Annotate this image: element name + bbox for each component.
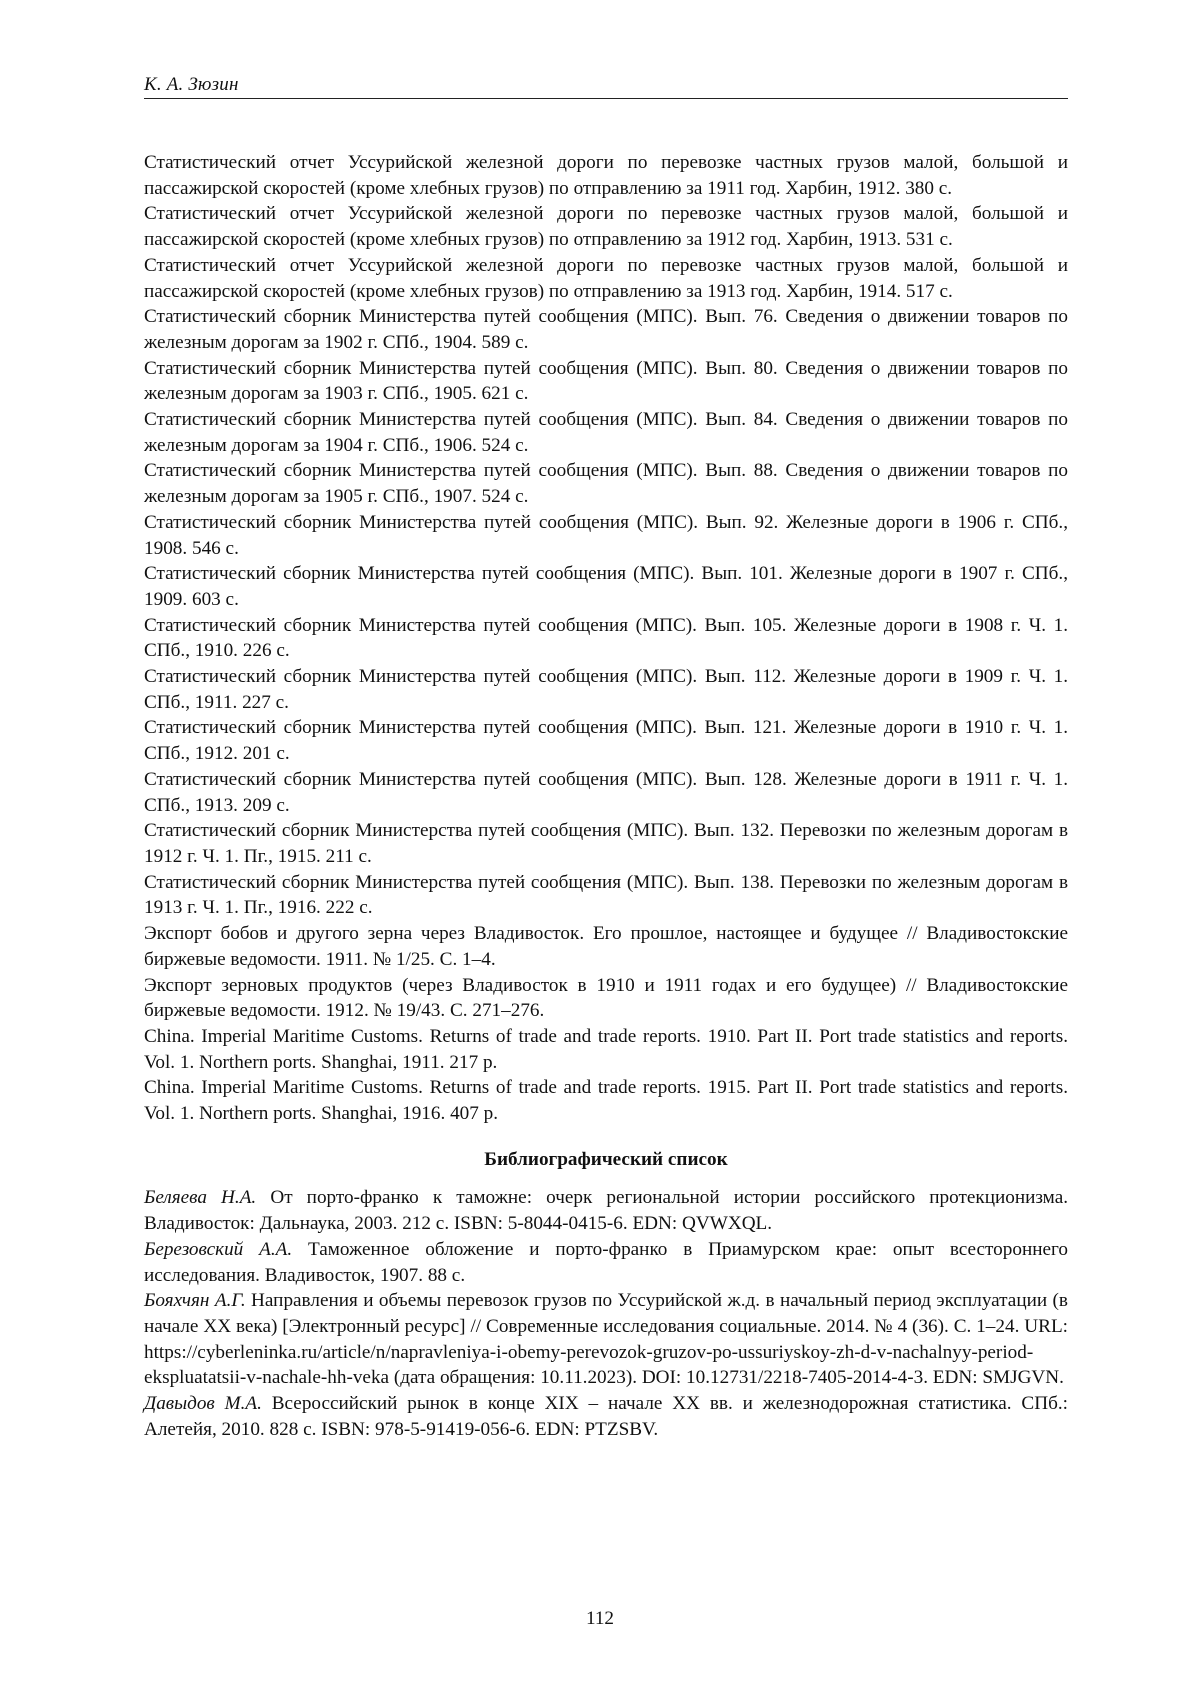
bibliography-entry (144, 1288, 1068, 1391)
bibliography-author: Давыдов М.А. (144, 1393, 262, 1414)
source-entry: Статистический сборник Министерства путей сообщения (МПС). Вып. 121. Железные дороги в 1910 г. Ч. 1. СПб., 1912. 201 с. (144, 715, 1068, 766)
bibliography-author: Беляева Н.А. (144, 1187, 256, 1208)
source-entry: Статистический сборник Министерства путей сообщения (МПС). Вып. 132. Перевозки по желез­ным дорогам в 1912 г. Ч. 1. Пг., 1915. 211 с. (144, 818, 1068, 869)
bibliography-entry (144, 1185, 1068, 1236)
source-entry: Экспорт зерновых продуктов (через Владивосток в 1910 и 1911 годах и его будущее) // Владиво­стокские биржевые ведомости. 1912. № 19/43. С. 271–276. (144, 973, 1068, 1024)
source-entry: Статистический сборник Министерства путей сообщения (МПС). Вып. 84. Сведения о движении товаров по железным дорогам за 1904 г. СПб., 1906. 524 с. (144, 407, 1068, 458)
source-entry: Статистический сборник Министерства путей сообщения (МПС). Вып. 128. Железные дороги в 1911 г. Ч. 1. СПб., 1913. 209 с. (144, 767, 1068, 818)
source-entry: Статистический сборник Министерства путей сообщения (МПС). Вып. 88. Сведения о движении товаров по железным дорогам за 1905 г. СПб., 1907. 524 с. (144, 458, 1068, 509)
source-entry: China. Imperial Maritime Customs. Returns of trade and trade reports. 1910. Part II. Port trade statistics and reports. Vol. 1. Northern ports. Shanghai, 1911. 217 p. (144, 1024, 1068, 1075)
bibliography-text: Таможенное обложение и порто-франко в Приамурском крае: опыт всесторон­него исследования. Владивосток, 1907. 88 с. (144, 1239, 1068, 1286)
bibliography-heading: Библиографический список (144, 1147, 1068, 1173)
source-entry: Статистический сборник Министерства путей сообщения (МПС). Вып. 92. Железные дороги в 1906 г. СПб., 1908. 546 с. (144, 510, 1068, 561)
running-title: К. А. Зюзин (144, 74, 239, 95)
source-entry: Статистический отчет Уссурийской железной дороги по перевозке частных грузов малой, боль­шой и пассажирской скоростей (кроме хлебных грузов) по отправлению за 1913 год. Харбин, 1914. 517 с. (144, 253, 1068, 304)
page-number: 112 (0, 1608, 1200, 1630)
bibliography-text: Всероссийский рынок в конце XIX – начале XX вв. и железнодорожная статистика. СПб.: Алетейя, 2010. 828 с. ISBN: 978-5-91419-056-6. EDN: PTZSBV. (144, 1393, 1068, 1440)
source-entry: China. Imperial Maritime Customs. Returns of trade and trade reports. 1915. Part II. Port trade statistics and reports. Vol. 1. Northern ports. Shanghai, 1916. 407 p. (144, 1075, 1068, 1126)
bibliography-author: Бояхчян А.Г. (144, 1290, 246, 1311)
source-entry: Статистический отчет Уссурийской железной дороги по перевозке частных грузов малой, боль­шой и пассажирской скоростей (кроме хлебных грузов) по отправлению за 1911 год. Харбин, 1912. 380 с. (144, 150, 1068, 201)
bibliography-entry (144, 1391, 1068, 1442)
bibliography-entry (144, 1237, 1068, 1288)
source-entry: Статистический сборник Министерства путей сообщения (МПС). Вып. 76. Сведения о движении товаров по железным дорогам за 1902 г. СПб., 1904. 589 с. (144, 304, 1068, 355)
source-entry: Статистический сборник Министерства путей сообщения (МПС). Вып. 112. Железные дороги в 1909 г. Ч. 1. СПб., 1911. 227 с. (144, 664, 1068, 715)
bibliography-author: Березовский А.А. (144, 1239, 292, 1260)
source-entry: Статистический сборник Министерства путей сообщения (МПС). Вып. 138. Перевозки по желез­ным дорогам в 1913 г. Ч. 1. Пг., 1916. 222 с. (144, 870, 1068, 921)
source-entry: Статистический сборник Министерства путей сообщения (МПС). Вып. 80. Сведения о движении товаров по железным дорогам за 1903 г. СПб., 1905. 621 с. (144, 356, 1068, 407)
running-header (144, 74, 1068, 99)
bibliography-list (144, 1185, 1068, 1442)
source-entry: Статистический сборник Министерства путей сообщения (МПС). Вып. 105. Железные дороги в 1908 г. Ч. 1. СПб., 1910. 226 с. (144, 613, 1068, 664)
bibliography-text: Направления и объемы перевозок грузов по Уссурийской ж.д. в начальный период эксплуатации (в начале XX века) [Электронный ресурс] // Современные исследования социаль­ные. 2014. № 4 (36). С. 1–24. URL: https://cyberleninka.ru/article/n/napravleniya-i-obemy-perevozok-gruzov-po-ussuriyskoy-zh-d-v-nachalnyy-period-ekspluatatsii-v-nachale-hh-veka (дата обращения: 10.11.2023). DOI: 10.12731/2218-7405-2014-4-3. EDN: SMJGVN. (144, 1290, 1068, 1388)
source-entry: Статистический отчет Уссурийской железной дороги по перевозке частных грузов малой, боль­шой и пассажирской скоростей (кроме хлебных грузов) по отправлению за 1912 год. Харбин, 1913. 531 с. (144, 201, 1068, 252)
page-content (144, 150, 1068, 1442)
sources-list (144, 150, 1068, 1127)
source-entry: Экспорт бобов и другого зерна через Владивосток. Его прошлое, настоящее и будущее // Влади­востокские биржевые ведомости. 1911. № 1/25. С. 1–4. (144, 921, 1068, 972)
source-entry: Статистический сборник Министерства путей сообщения (МПС). Вып. 101. Железные дороги в 1907 г. СПб., 1909. 603 с. (144, 561, 1068, 612)
bibliography-text: От порто-франко к таможне: очерк региональной истории российского протекцио­низма. Владивосток: Дальнаука, 2003. 212 с. ISBN: 5-8044-0415-6. EDN: QVWXQL. (144, 1187, 1068, 1234)
